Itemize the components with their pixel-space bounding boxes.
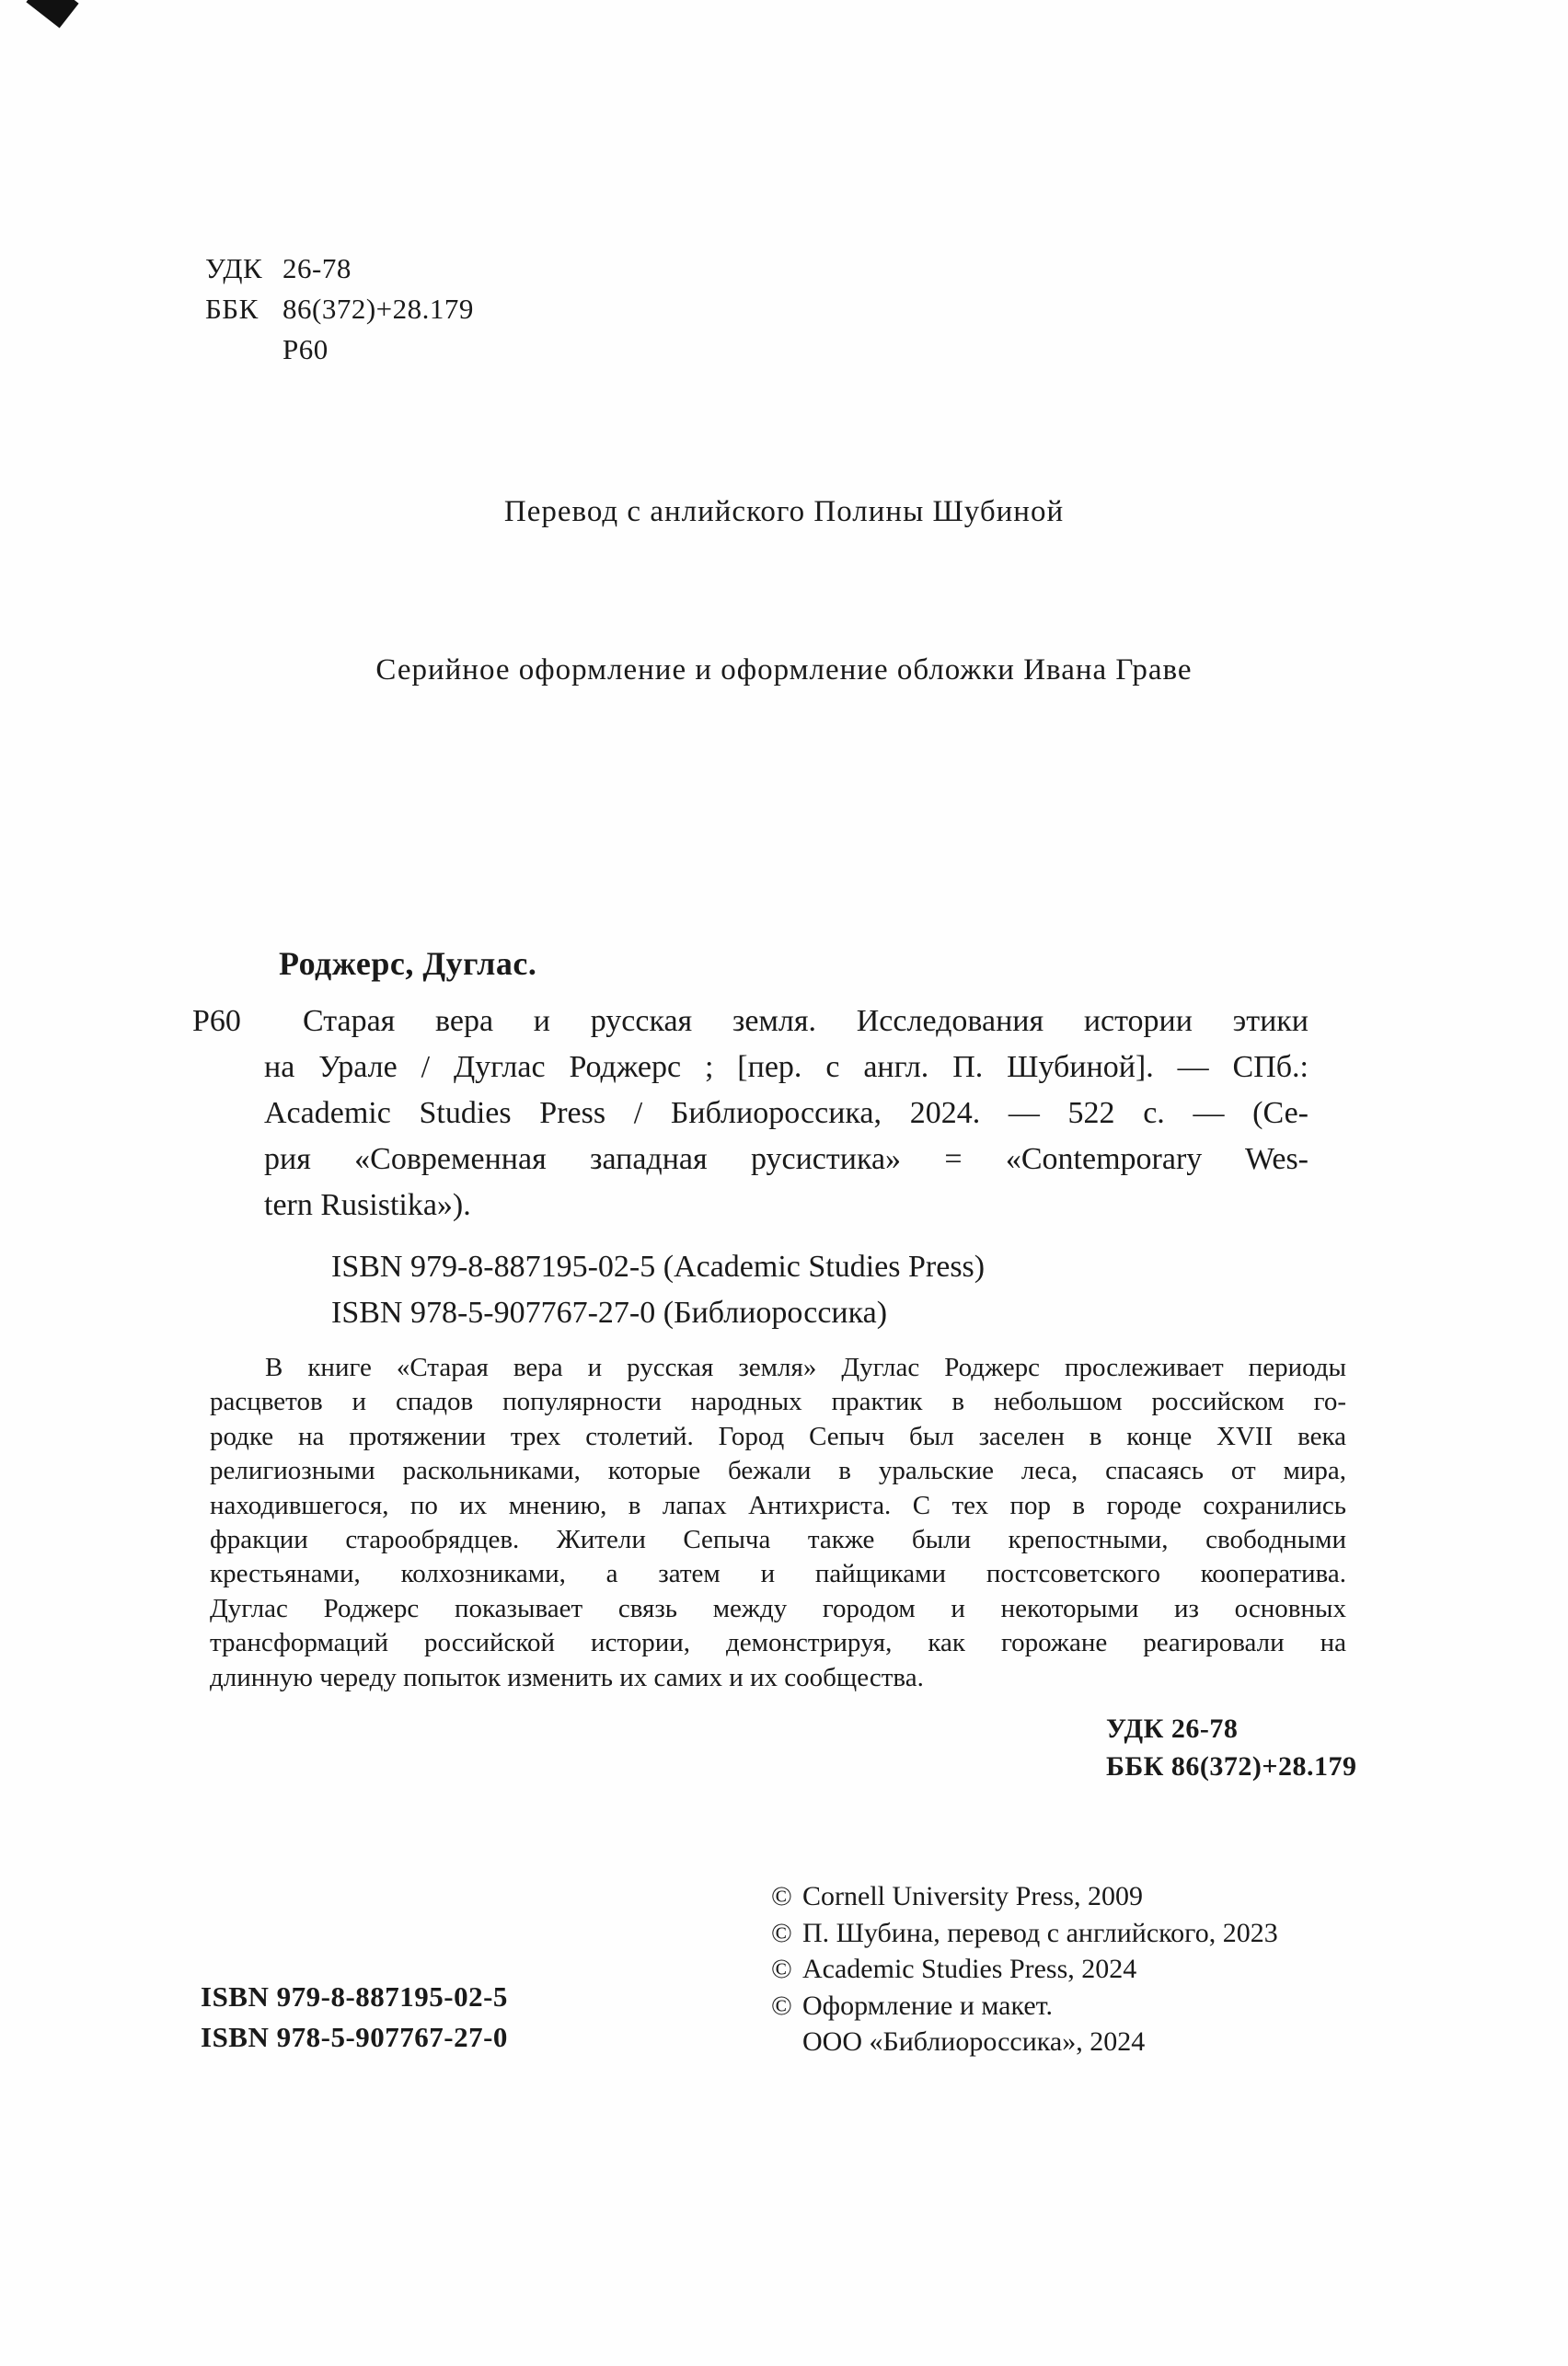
isbn-line: ISBN 979-8-887195-02-5 (Academic Studies Press) xyxy=(331,1250,986,1284)
copyright-symbol: © xyxy=(771,1917,792,1948)
author-code-line xyxy=(205,329,474,370)
catalog-line: Academic Studies Press / Библиороссика, 2024. — 522 с. — (Се- xyxy=(264,1096,1309,1130)
design-credit: Серийное оформление и оформление обложки Ивана Граве xyxy=(375,653,1193,687)
catalog-line: рия «Современная западная русистика» = «Contemporary Wes- xyxy=(264,1142,1309,1176)
annotation-line: расцветов и спадов популярности народных практик в небольшом российском го- xyxy=(210,1387,1346,1417)
bbk-bottom-line: ББК 86(372)+28.179 xyxy=(1106,1751,1357,1782)
isbn-footer-line: ISBN 979-8-887195-02-5 xyxy=(201,1980,508,2013)
udc-value: 26-78 xyxy=(282,252,352,284)
annotation-line: В книге «Старая вера и русская земля» Дуглас Роджерс прослеживает периоды xyxy=(265,1353,1346,1382)
isbn-footer-block xyxy=(201,1977,508,2058)
scan-artifact xyxy=(26,0,78,29)
copyright-symbol xyxy=(771,2024,802,2060)
copyright-entry xyxy=(771,1951,1278,1988)
copyright-block xyxy=(771,1878,1278,2060)
copyright-entry xyxy=(771,1988,1278,2025)
udc-line xyxy=(205,248,474,289)
copyright-text: ООО «Библиороссика», 2024 xyxy=(802,2026,1146,2057)
copyright-text: Оформление и макет. xyxy=(802,1990,1053,2021)
annotation-line: трансформаций российской истории, демонстрируя, как горожане реагировали на xyxy=(210,1628,1346,1658)
catalog-entry-block xyxy=(192,998,1309,1229)
copyright-text: П. Шубина, перевод с английского, 2023 xyxy=(802,1917,1278,1948)
copyright-entry xyxy=(771,1878,1278,1915)
annotation-line: находившегося, по их мнению, в лапах Антихриста. С тех пор в городе сохранились xyxy=(210,1490,1346,1520)
bbk-line xyxy=(205,289,474,329)
copyright-entry xyxy=(771,1915,1278,1952)
copyright-symbol: © xyxy=(771,1954,792,1984)
copyright-symbol: © xyxy=(771,1881,792,1911)
udc-bottom-line: УДК 26-78 xyxy=(1106,1714,1239,1744)
author-code: Р60 xyxy=(282,333,329,365)
udc-label: УДК xyxy=(205,252,263,284)
annotation-block xyxy=(210,1351,1346,1695)
bbk-value: 86(372)+28.179 xyxy=(282,293,474,325)
annotation-line: фракции старообрядцев. Жители Сепыча также были крепостными, свободными xyxy=(210,1525,1346,1555)
copyright-entry xyxy=(771,2024,1278,2060)
isbn-footer-line: ISBN 978-5-907767-27-0 xyxy=(201,2021,508,2053)
bottom-codes-block xyxy=(1106,1710,1357,1785)
copyright-text: Academic Studies Press, 2024 xyxy=(802,1954,1137,1984)
top-codes-block xyxy=(205,248,474,370)
catalog-line: tern Rusistika»). xyxy=(264,1188,471,1222)
translation-credit: Перевод с анлийского Полины Шубиной xyxy=(503,495,1065,528)
annotation-line: религиозными раскольниками, которые бежали в уральские леса, спасаясь от мира, xyxy=(210,1456,1346,1486)
catalog-author-code: Р60 xyxy=(192,1004,241,1038)
catalog-line-text: Старая вера и русская земля. Исследования истории этики xyxy=(303,1004,1309,1038)
catalog-line: на Урале / Дуглас Роджерс ; [пер. с англ. П. Шубиной]. — СПб.: xyxy=(264,1050,1309,1084)
annotation-line: крестьянами, колхозниками, а затем и пайщиками постсоветского кооператива. xyxy=(210,1559,1346,1589)
isbn-line: ISBN 978-5-907767-27-0 (Библиороссика) xyxy=(331,1296,888,1330)
annotation-line: длинную череду попыток изменить их самих и их сообщества. xyxy=(210,1662,924,1692)
catalog-line xyxy=(192,998,1309,1045)
copyright-text: Cornell University Press, 2009 xyxy=(802,1881,1143,1911)
copyright-symbol: © xyxy=(771,1990,792,2021)
catalog-isbn-block xyxy=(331,1244,985,1336)
bbk-label: ББК xyxy=(205,293,259,325)
catalog-author: Роджерс, Дуглас. xyxy=(279,945,537,982)
annotation-line: родке на протяжении трех столетий. Город Сепыч был заселен в конце XVII века xyxy=(210,1421,1346,1451)
annotation-line: Дуглас Роджерс показывает связь между городом и некоторыми из основных xyxy=(210,1593,1346,1623)
